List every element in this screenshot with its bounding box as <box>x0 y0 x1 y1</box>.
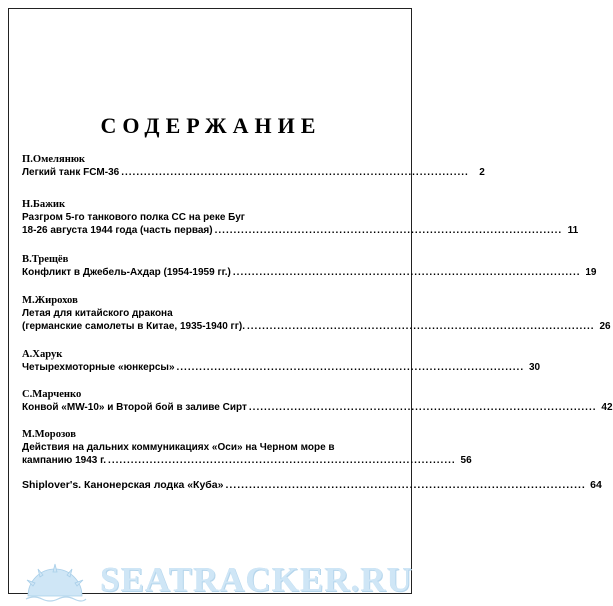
toc-page-number: 11 <box>567 225 579 236</box>
dot-leader: ............................................................................................ <box>248 402 597 413</box>
sun-logo-icon <box>24 562 86 602</box>
dot-leader: ............................................................................................ <box>246 321 595 332</box>
toc-entry <box>22 388 613 414</box>
toc-line <box>22 454 472 467</box>
toc-line-text: кампанию 1943 г. <box>22 455 107 466</box>
toc-line-text: Летая для китайского дракона <box>22 308 173 319</box>
toc-line <box>22 266 597 279</box>
dot-leader: ............................................................................................ <box>232 267 581 278</box>
toc-author: М.Жирохов <box>22 295 78 306</box>
toc-line-text: (германские самолеты в Китае, 1935-1940 гг). <box>22 321 245 332</box>
toc-line <box>22 361 541 374</box>
toc-page-number: 42 <box>601 402 613 413</box>
dot-leader: ............................................................................................ <box>176 362 525 373</box>
toc-page-number: 56 <box>460 455 472 466</box>
toc-author: П.Омелянюк <box>22 154 86 165</box>
toc-line <box>22 441 408 454</box>
toc-entry <box>22 153 485 179</box>
toc-line <box>22 307 408 320</box>
dot-leader: ............................................................................................ <box>225 479 586 491</box>
toc-line <box>22 166 485 179</box>
dot-leader: ............................................................................................ <box>108 455 456 466</box>
watermark-text: SEATRACKER.RU <box>100 560 413 599</box>
toc-page-number: 2 <box>479 167 485 178</box>
toc-line <box>22 320 611 333</box>
dot-leader: ............................................................................................ <box>214 225 563 236</box>
toc-entry <box>22 348 541 374</box>
toc-line <box>22 479 602 492</box>
toc-entry <box>22 294 611 333</box>
toc-line <box>22 211 408 224</box>
dot-leader: ............................................................................................ <box>121 167 469 178</box>
page-title: СОДЕРЖАНИЕ <box>100 113 322 138</box>
toc-line-text: Конфликт в Джебель-Ахдар (1954-1959 гг.) <box>22 267 231 278</box>
toc-page-number: 64 <box>590 479 602 491</box>
toc-entry <box>22 479 602 492</box>
toc-line-text: Конвой «MW-10» и Второй бой в заливе Сирт <box>22 402 247 413</box>
toc-line-text: Разгром 5-го танкового полка СС на реке Буг <box>22 212 245 223</box>
toc-line-text: Действия на дальних коммуникациях «Оси» на Черном море в <box>22 442 335 453</box>
toc-line-text: Легкий танк FCM-36 <box>22 167 120 178</box>
toc-line-text: Shiplover's. Канонерская лодка «Куба» <box>22 479 224 491</box>
watermark <box>18 556 414 604</box>
toc-entry <box>22 428 472 467</box>
toc-line <box>22 401 613 414</box>
toc-author: В.Трещёв <box>22 254 69 265</box>
toc-page-number: 19 <box>585 267 597 278</box>
toc-line-text: 18-26 августа 1944 года (часть первая) <box>22 225 213 236</box>
toc-author: С.Марченко <box>22 389 82 400</box>
toc-author: А.Харук <box>22 349 63 360</box>
toc-line-text: Четырехмоторные «юнкерсы» <box>22 362 175 373</box>
toc-author: М.Морозов <box>22 429 76 440</box>
toc-author: Н.Бажик <box>22 199 66 210</box>
toc-page-number: 30 <box>528 362 541 373</box>
toc-entry <box>22 253 597 279</box>
toc-page-number: 26 <box>599 321 611 332</box>
toc-line <box>22 224 579 237</box>
toc-entry <box>22 198 579 237</box>
